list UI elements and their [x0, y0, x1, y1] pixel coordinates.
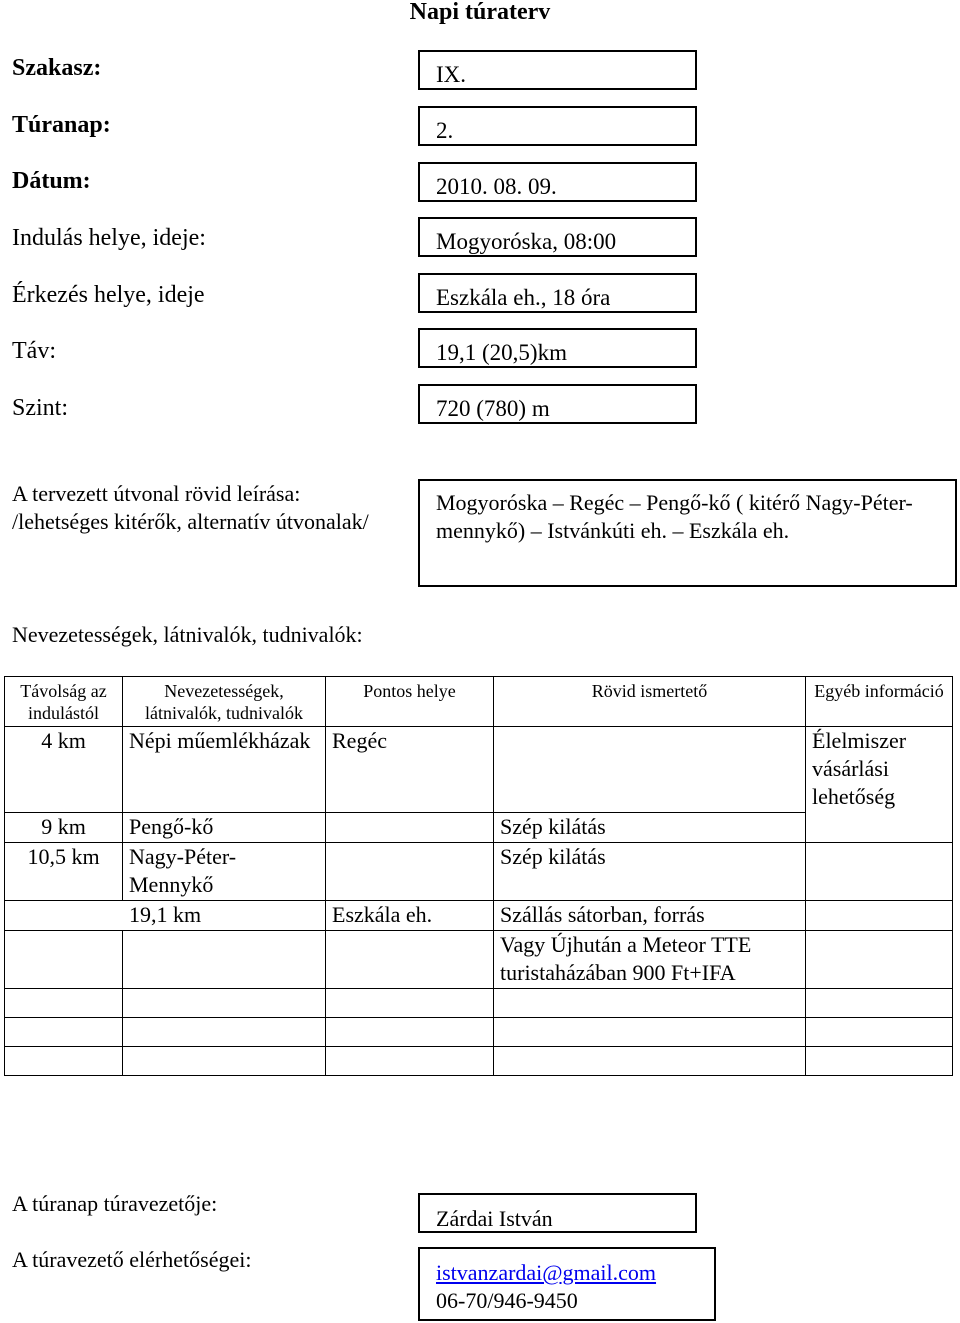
route-description: Mogyoróska – Regéc – Pengő-kő ( kitérő Nagy-Péter-mennykő) – Istvánkúti eh. – Eszkála eh. [436, 490, 913, 543]
cell-distance [5, 989, 123, 1018]
field-box-elevation[interactable] [418, 384, 697, 424]
cell-sight [123, 1047, 326, 1076]
cell-location [326, 989, 494, 1018]
cell-location: Eszkála eh. [326, 901, 494, 931]
phone-number: 06-70/946-9450 [436, 1288, 578, 1313]
cell-description [494, 1047, 806, 1076]
field-value-date: 2010. 08. 09. [436, 174, 557, 199]
table-row [5, 1018, 953, 1047]
leader-name: Zárdai István [436, 1206, 553, 1231]
cell-other-info [806, 843, 953, 901]
field-label-distance: Táv: [12, 338, 56, 364]
cell-description: Szállás sátorban, forrás [494, 901, 806, 931]
table-row [5, 843, 953, 901]
cell-other-info [806, 931, 953, 989]
field-box-section[interactable] [418, 50, 697, 90]
table-row [5, 727, 953, 813]
field-box-distance[interactable] [418, 328, 697, 368]
cell-distance [5, 1018, 123, 1047]
sights-heading: Nevezetességek, látnivalók, tudnivalók: [12, 622, 363, 647]
header-location: Pontos helye [326, 677, 494, 727]
field-label-section: Szakasz: [12, 55, 102, 81]
field-label-arrival: Érkezés helye, ideje [12, 282, 205, 308]
cell-description: Szép kilátás [494, 813, 806, 843]
cell-sight: Népi műemlékházak [123, 727, 326, 813]
field-box-tour-day[interactable] [418, 106, 697, 146]
field-label-elevation: Szint: [12, 395, 69, 421]
cell-location [326, 1018, 494, 1047]
page-title: Napi túraterv [409, 0, 551, 25]
cell-distance [5, 1047, 123, 1076]
table-row [5, 1047, 953, 1076]
contact-box [418, 1247, 716, 1321]
cell-location [326, 843, 494, 901]
field-value-arrival: Eszkála eh., 18 óra [436, 285, 611, 310]
table-row [5, 989, 953, 1018]
field-box-departure[interactable] [418, 217, 697, 257]
cell-distance: 4 km [5, 727, 123, 813]
cell-description [494, 1018, 806, 1047]
field-value-section: IX. [436, 62, 467, 87]
field-box-arrival[interactable] [418, 273, 697, 313]
field-value-departure: Mogyoróska, 08:00 [436, 229, 617, 254]
route-description-box[interactable] [418, 479, 957, 587]
cell-sight: Nagy-Péter-Mennykő [123, 843, 326, 901]
cell-distance [5, 931, 123, 989]
cell-other-info [806, 989, 953, 1018]
cell-other-info [806, 901, 953, 931]
cell-sight: Pengő-kő [123, 813, 326, 843]
table-row [5, 931, 953, 989]
cell-description [494, 989, 806, 1018]
cell-distance: 10,5 km [5, 843, 123, 901]
cell-description: Vagy Újhután a Meteor TTE turistaházában 900 Ft+IFA [494, 931, 806, 989]
cell-sight [123, 989, 326, 1018]
cell-other-info [806, 1018, 953, 1047]
cell-distance: 9 km [5, 813, 123, 843]
table-row [5, 901, 953, 931]
contact-label: A túravezető elérhetőségei: [12, 1247, 252, 1272]
field-box-date[interactable] [418, 162, 697, 202]
cell-sight [123, 931, 326, 989]
cell-distance: 19,1 km [5, 901, 326, 931]
header-description: Rövid ismertető [494, 677, 806, 727]
field-label-date: Dátum: [12, 168, 91, 194]
header-distance: Távolság az indulástól [5, 677, 123, 727]
leader-box[interactable] [418, 1193, 697, 1233]
header-sights: Nevezetességek, látnivalók, tudnivalók [123, 677, 326, 727]
table-header-row [5, 677, 953, 727]
header-other-info: Egyéb információ [806, 677, 953, 727]
leader-label: A túranap túravezetője: [12, 1191, 218, 1216]
cell-location [326, 813, 494, 843]
field-label-departure: Indulás helye, ideje: [12, 225, 206, 251]
cell-other-info [806, 1047, 953, 1076]
cell-other-info: Élelmiszer vásárlási lehetőség [806, 727, 953, 843]
cell-location [326, 931, 494, 989]
field-label-tour-day: Túranap: [12, 112, 111, 138]
cell-location: Regéc [326, 727, 494, 813]
cell-sight [123, 1018, 326, 1047]
email-link[interactable]: istvanzardai@gmail.com [436, 1260, 657, 1285]
field-value-distance: 19,1 (20,5)km [436, 340, 567, 365]
cell-location [326, 1047, 494, 1076]
sights-table [4, 676, 953, 1076]
field-value-elevation: 720 (780) m [436, 396, 550, 421]
field-value-tour-day: 2. [436, 118, 454, 143]
route-label [12, 480, 369, 536]
route-label-line1: A tervezett útvonal rövid leírása: [12, 481, 301, 506]
cell-description [494, 727, 806, 813]
route-label-line2: /lehetséges kitérők, alternatív útvonalak/ [12, 509, 369, 534]
cell-description: Szép kilátás [494, 843, 806, 901]
